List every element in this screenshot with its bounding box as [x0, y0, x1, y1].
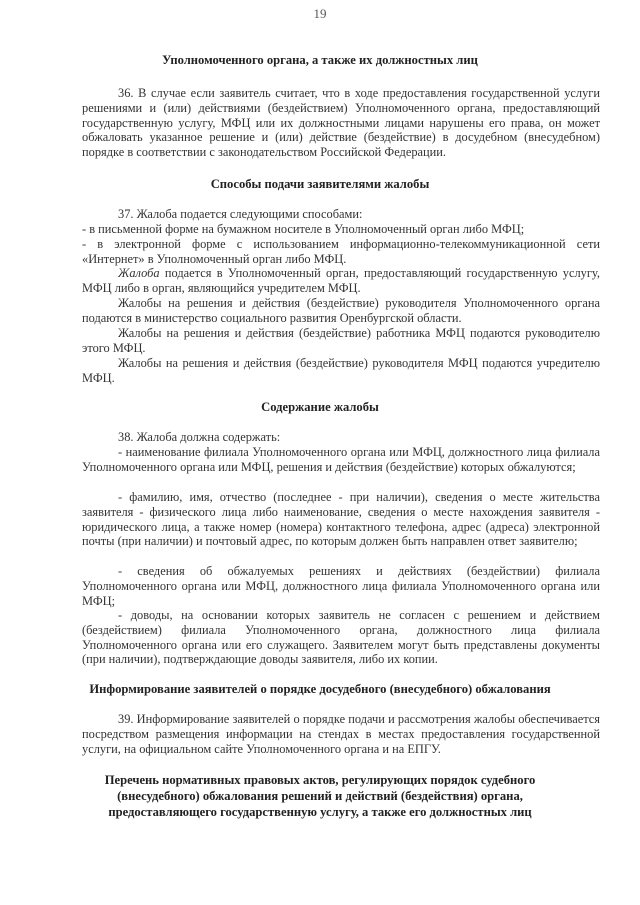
paragraph-37-head: Жалобы на решения и действия (бездействие) руководителя Уполномоченного органа подаются в министерство социального развития Оренбургской области. [82, 296, 600, 325]
paragraph-38-name: - наименование филиала Уполномоченного органа или МФЦ, должностного лица филиала Уполномоченного органа или МФЦ, решения и действия (бездействие) которых обжалуются; [82, 445, 600, 474]
paragraph-38: 38. Жалоба должна содержать: [118, 430, 281, 444]
heading-legal-acts-line-3: предоставляющего государственную услугу, а также его должностных лиц [108, 805, 532, 819]
paragraph-37-electronic: - в электронной форме с использованием информационно-телекоммуникационной сети «Интернет» в Уполномоченный орган либо МФЦ. [82, 237, 600, 266]
heading-legal-acts-line-1: Перечень нормативных правовых актов, регулирующих порядок судебного [104, 773, 536, 787]
paragraph-37-mfc-head: Жалобы на решения и действия (бездействие) руководителя МФЦ подаются учредителю МФЦ. [82, 356, 600, 385]
page-number: 19 [313, 6, 327, 21]
paragraph-36: 36. В случае если заявитель считает, что в ходе предоставления государственной услуги решениями и (или) действиями (бездействием) Уполномоченного органа, предоставляющий государственную услугу, МФЦ или их должностными лицами нарушены его права, он может обжаловать указанное решение и (или) действие (бездействие) в досудебном (внесудебном) порядке в соответствии с законодательством Российской Федерации. [82, 86, 600, 160]
italic-word: Жалоба [118, 266, 160, 280]
paragraph-38-arguments: - доводы, на основании которых заявитель не согласен с решением и действием (бездействием) филиала Уполномоченного органа, должностного лица филиала Уполномоченного органа или его служащего. Заявителем могут быть представлены документы (при наличии), подтверждающие доводы заявителя, либо их копии. [82, 608, 600, 667]
paragraph-38-applicant: - фамилию, имя, отчество (последнее - при наличии), сведения о месте жительства заявителя - физического лица либо наименование, сведения о месте нахождения заявителя - юридического лица, а также номер (номера) контактного телефона, адрес (адреса) электронной почты (при наличии) и почтовый адрес, по которым должен быть направлен ответ заявителю; [82, 490, 600, 549]
paragraph-39: 39. Информирование заявителей о порядке подачи и рассмотрения жалобы обеспечивается посредством размещения информации на стендах в местах предоставления государственной услуги, на официальном сайте Уполномоченного органа и на ЕПГУ. [82, 712, 600, 756]
section-heading-top: Уполномоченного органа, а также их должностных лиц [162, 53, 478, 67]
paragraph-37-worker: Жалобы на решения и действия (бездействие) работника МФЦ подаются руководителю этого МФЦ. [82, 326, 600, 355]
paragraph-37-paper: - в письменной форме на бумажном носителе в Уполномоченный орган либо МФЦ; [82, 222, 525, 236]
paragraph-38-info: - сведения об обжалуемых решениях и действиях (бездействии) филиала Уполномоченного органа или МФЦ, должностного лица филиала Уполномоченного органа или МФЦ; [82, 564, 600, 608]
heading-informing: Информирование заявителей о порядке досудебного (внесудебного) обжалования [89, 682, 551, 696]
heading-complaint-methods: Способы подачи заявителями жалобы [210, 177, 430, 191]
heading-legal-acts-line-2: (внесудебного) обжалования решений и действий (бездействия) органа, [117, 789, 523, 803]
paragraph-37-submit: Жалоба подается в Уполномоченный орган, предоставляющий государственную услугу, МФЦ либо в орган, являющийся учредителем МФЦ. [82, 266, 600, 295]
paragraph-37: 37. Жалоба подается следующими способами: [118, 207, 363, 221]
heading-complaint-content: Содержание жалобы [261, 400, 379, 414]
